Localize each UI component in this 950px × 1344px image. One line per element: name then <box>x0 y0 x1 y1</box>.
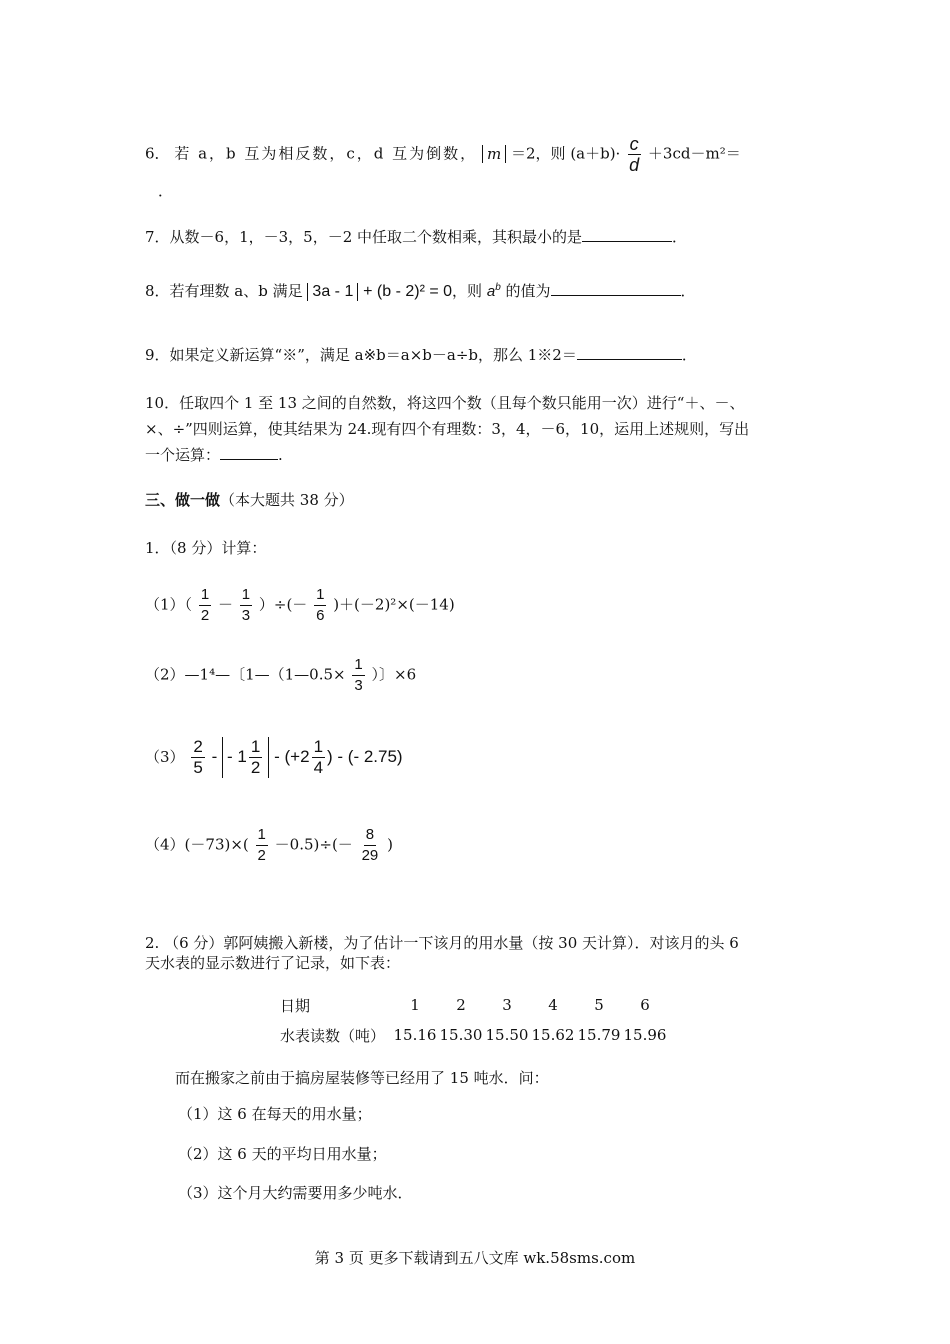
q8-answer-blank[interactable] <box>551 281 681 296</box>
fraction: $\frac{1}{6}$ <box>316 586 325 624</box>
fraction: $\frac{1}{3}$ <box>241 586 251 624</box>
problem-1-part-2: （2）—1⁴—〔1—（1—0.5× $\frac{1}{3}$ ）〕×6 <box>145 656 417 694</box>
table-row: 日期 1 2 3 4 5 6 <box>280 990 668 1020</box>
q7-text: 7．从数－6，1，－3，5，－2 中任取二个数相乘，其积最小的是 <box>145 228 583 246</box>
table-header-date: 日期 <box>280 996 311 1015</box>
problem-2-question-2: （2）这 6 天的平均日用水量； <box>178 1145 387 1163</box>
page-footer: 第 3 页 更多下载请到五八文库 wk.58sms.com <box>314 1249 636 1267</box>
question-8: 8．若有理数 a、b 满足 3a - 1 + (b - 2)² = 0，则 $a^b$ 的值为 ． <box>145 282 696 300</box>
fraction: $\frac{1}{4}$ <box>313 737 324 778</box>
fraction: $\frac{1}{3}$ <box>354 656 363 694</box>
fraction: $\frac{1}{2}$ <box>257 826 266 864</box>
q10-line-1: 10．任取四个 1 至 13 之间的自然数，将这四个数（且每个数只能用一次）进行“＋、－、 <box>145 394 745 412</box>
q6-expr: (a＋b)· <box>570 144 621 163</box>
q6-rest: ＋3cd－m²＝ <box>647 144 741 163</box>
q6-eq2: ＝2，则 <box>510 144 566 163</box>
absolute-value: - 1 $\frac{1}{2}$ <box>222 737 269 778</box>
problem-2-note: 而在搬家之前由于搞房屋装修等已经用了 15 吨水．问： <box>175 1069 549 1087</box>
problem-1-part-1: （1）（ $\frac{1}{2}$ － $\frac{1}{3}$ ）÷(－ $\frac{1}{6}$ )＋(－2)²×(－14) <box>145 586 455 624</box>
problem-1-part-4: （4）(－73)×( $\frac{1}{2}$ －0.5)÷(－ $\frac{8}{29}$ ) <box>145 826 393 864</box>
q6-abs-m: m <box>482 145 506 163</box>
table-row: 水表读数（吨） 15.16 15.30 15.50 15.62 15.79 15.96 <box>280 1020 668 1050</box>
q8-exponent: b <box>495 282 501 293</box>
fraction: $\frac{8}{29}$ <box>361 826 379 864</box>
fraction: $\frac{1}{2}$ <box>200 586 210 624</box>
q6-text: 若 a，b 互为相反数，c，d 互为倒数， <box>174 144 478 163</box>
q10-line-2: ×、÷”四则运算，使其结果为 24.现有四个有理数：3，4，－6，10，运用上述规则，写出 <box>145 420 750 438</box>
question-6 <box>145 134 741 175</box>
question-7: 7．从数－6，1，－3，5，－2 中任取二个数相乘，其积最小的是 ． <box>145 228 688 246</box>
q8-abs: 3a - 1 <box>307 283 358 301</box>
q8-base: a <box>486 283 496 300</box>
q6-dot: ． <box>158 182 174 200</box>
problem-2-question-1: （1）这 6 在每天的用水量； <box>178 1105 372 1123</box>
q9-answer-blank[interactable] <box>577 345 682 360</box>
q9-text: 9．如果定义新运算“※”，满足 a※b＝a×b－a÷b，那么 1※2＝ <box>145 346 577 364</box>
q10-answer-blank[interactable] <box>220 445 278 460</box>
problem-1-part-3: （3） $\frac{2}{5}$ - - 1 $\frac{1}{2}$ - (+2 $\frac{1}{4}$ ) - (- 2.75) <box>145 737 403 778</box>
fraction: $\frac{2}{5}$ <box>193 737 203 778</box>
fraction: $\frac{1}{2}$ <box>250 737 261 777</box>
question-9: 9．如果定义新运算“※”，满足 a※b＝a×b－a÷b，那么 1※2＝ ． <box>145 346 697 364</box>
water-meter-table <box>280 990 668 1050</box>
problem-2-question-3: （3）这个月大约需要用多少吨水． <box>178 1184 413 1202</box>
q8-text: 8．若有理数 a、b 满足 <box>145 282 303 300</box>
question-10-line-3: 一个运算： . <box>145 446 283 464</box>
problem-2-line-1: 2. （6 分）郭阿姨搬入新楼，为了估计一下该月的用水量（按 30 天计算）．对该月的头 6 <box>145 934 739 952</box>
problem-1-title: 1．（8 分）计算： <box>145 539 267 557</box>
q6-fraction: $\frac{c}{d}$ <box>629 134 640 175</box>
q7-answer-blank[interactable] <box>582 227 672 242</box>
table-header-reading: 水表读数（吨） <box>280 1026 386 1045</box>
q6-number: 6． <box>145 144 170 163</box>
problem-2-line-2: 天水表的显示数进行了记录，如下表： <box>145 954 401 972</box>
q8-rest: + (b - 2)² = 0 <box>363 283 453 300</box>
section-3-heading: 三、做一做（本大题共 38 分） <box>145 491 354 509</box>
